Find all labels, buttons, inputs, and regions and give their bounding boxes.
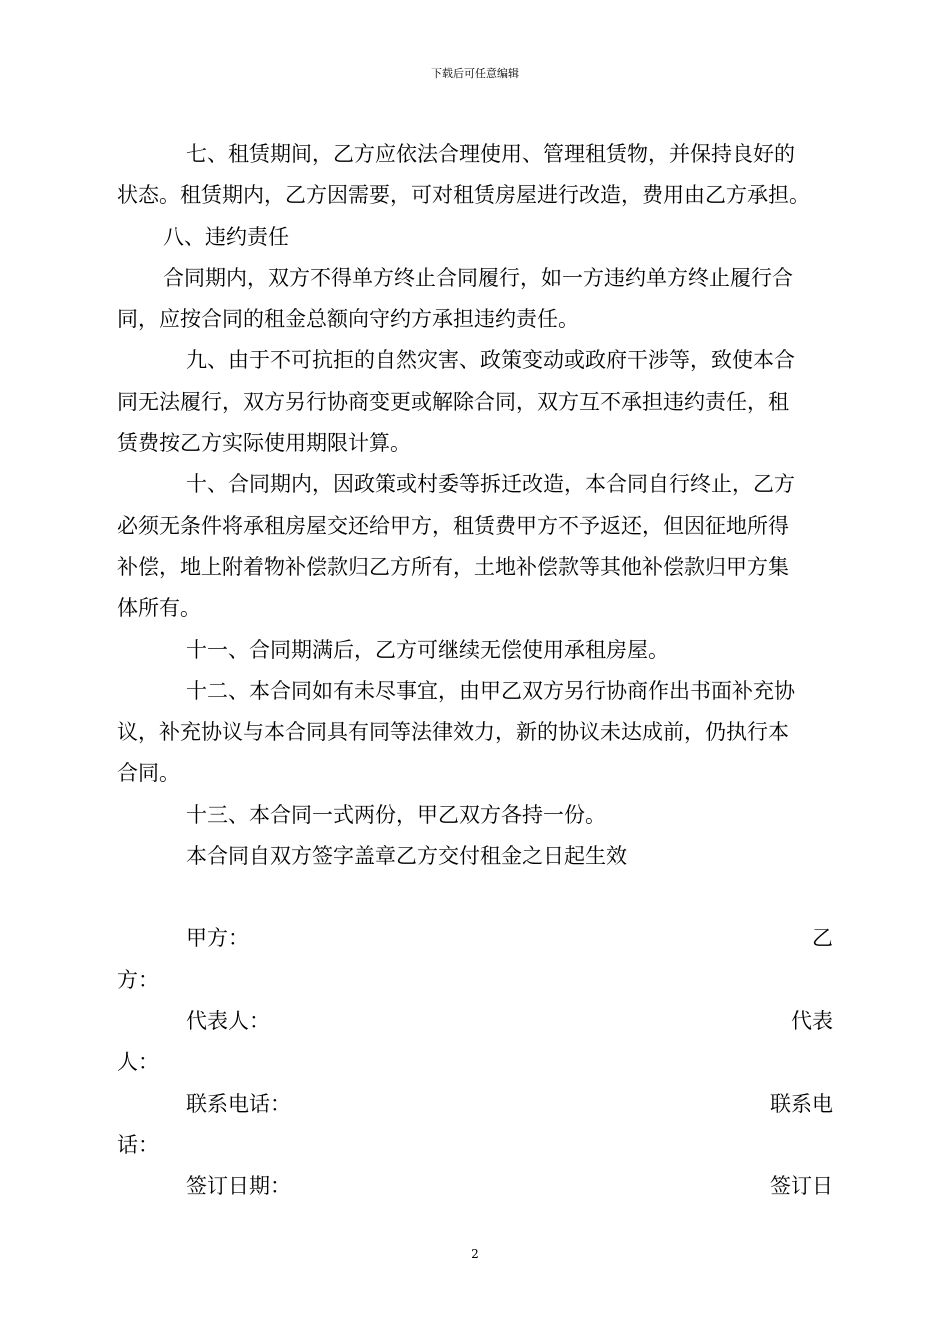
party-row-wrap [117, 960, 833, 1001]
clause-9-line-2: 同无法履行，双方另行协商变更或解除合同，双方互不承担违约责任，租 [117, 389, 789, 414]
party-b-label-start: 乙 [812, 926, 833, 951]
clause-13 [117, 795, 833, 836]
phone-row [117, 1084, 833, 1125]
clause-10-line-3: 补偿，地上附着物补偿款归乙方所有，土地补偿款等其他补偿款归甲方集 [117, 554, 789, 579]
date-a-label: 签订日期： [186, 1174, 291, 1199]
party-row [117, 918, 833, 959]
rep-b-label-end: 人： [117, 1050, 159, 1075]
date-row [117, 1166, 833, 1207]
clause-8-heading [117, 217, 833, 258]
effective-clause [117, 836, 833, 877]
document-body [117, 134, 833, 1207]
clause-7-line-2: 状态。租赁期内，乙方因需要，可对租赁房屋进行改造，费用由乙方承担。 [117, 183, 810, 208]
clause-12-line-2: 议，补充协议与本合同具有同等法律效力，新的协议未达成前，仍执行本 [117, 720, 789, 745]
rep-row [117, 1001, 833, 1042]
rep-b-label-start: 代表 [791, 1008, 833, 1033]
clause-10-line-1: 十、合同期内，因政策或村委等拆迁改造，本合同自行终止，乙方 [186, 472, 795, 497]
clause-10-line-2: 必须无条件将承租房屋交还给甲方，租赁费甲方不予返还，但因征地所得 [117, 513, 789, 538]
clause-8-body [117, 258, 833, 341]
page-number: 2 [471, 1247, 479, 1261]
phone-row-wrap [117, 1125, 833, 1166]
page-header: 下载后可任意编辑 [431, 67, 519, 80]
party-a-label: 甲方： [186, 926, 249, 951]
signature-spacer [117, 877, 833, 918]
clause-10 [117, 464, 833, 629]
clause-9-line-3: 赁费按乙方实际使用期限计算。 [117, 431, 411, 456]
clause-13-line-1: 十三、本合同一式两份，甲乙双方各持一份。 [186, 802, 606, 827]
clause-12 [117, 671, 833, 795]
rep-row-wrap [117, 1042, 833, 1083]
clause-11-line-1: 十一、合同期满后，乙方可继续无偿使用承租房屋。 [186, 637, 669, 662]
clause-9-line-1: 九、由于不可抗拒的自然灾害、政策变动或政府干涉等，致使本合 [186, 348, 795, 373]
clause-11 [117, 630, 833, 671]
party-b-label-end: 方： [117, 967, 159, 992]
rep-a-label: 代表人： [186, 1008, 270, 1033]
clause-8-body-line-1: 合同期内，双方不得单方终止合同履行，如一方违约单方终止履行合 [163, 265, 793, 290]
phone-b-label-end: 话： [117, 1132, 159, 1157]
clause-12-line-3: 合同。 [117, 761, 180, 786]
clause-9 [117, 340, 833, 464]
clause-7 [117, 134, 833, 217]
clause-8-heading-line: 八、违约责任 [163, 224, 289, 249]
clause-7-line-1: 七、租赁期间，乙方应依法合理使用、管理租赁物，并保持良好的 [186, 142, 795, 166]
effective-clause-line: 本合同自双方签字盖章乙方交付租金之日起生效 [186, 844, 627, 869]
phone-a-label: 联系电话： [186, 1091, 291, 1116]
date-b-label-start: 签订日 [770, 1174, 833, 1199]
phone-b-label-start: 联系电 [770, 1091, 833, 1116]
clause-10-line-4: 体所有。 [117, 596, 201, 621]
clause-12-line-1: 十二、本合同如有未尽事宜，由甲乙双方另行协商作出书面补充协 [186, 678, 795, 703]
clause-8-body-line-2: 同，应按合同的租金总额向守约方承担违约责任。 [117, 307, 579, 332]
